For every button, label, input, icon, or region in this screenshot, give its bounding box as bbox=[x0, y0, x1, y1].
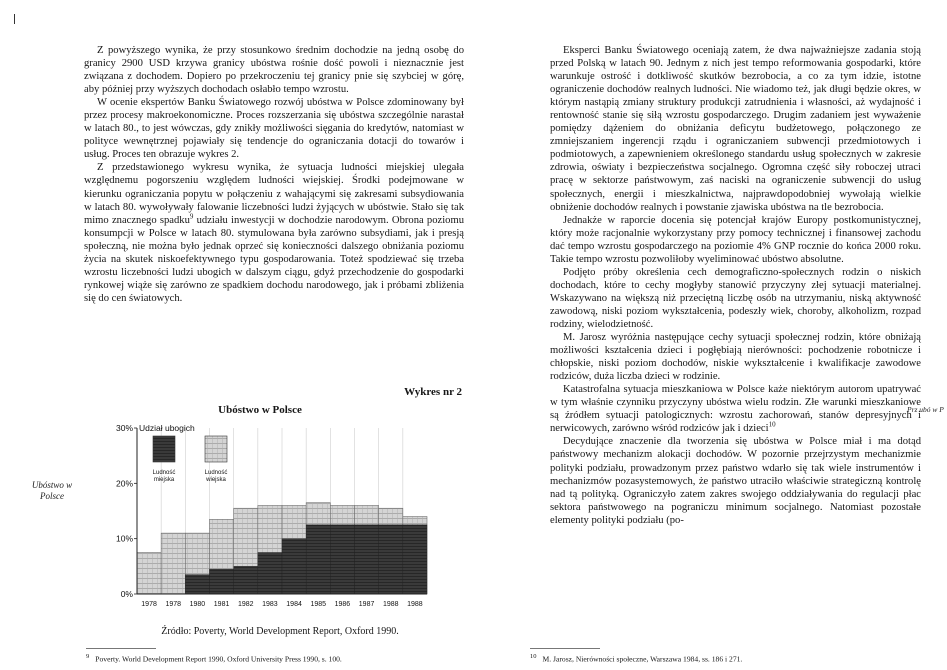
footnote-reference[interactable]: 10 bbox=[768, 420, 776, 429]
paragraph: Jednakże w raporcie docenia się potencjał krajów Europy postkomunistycznej, który może racjonalnie wykorzystany przy pomocy technicznej i finansowej zachodu dać tempo wzrostu gospodarczego na poziomie 4% GNP rocznie do końca 2000 roku. Takie tempo wzrostu pozwoliłoby wyeliminować ubóstwo absolutne. bbox=[550, 214, 921, 265]
bar-rural bbox=[161, 533, 185, 594]
footnote bbox=[530, 653, 930, 664]
y-axis-label: Udział ubogich bbox=[139, 423, 195, 433]
margin-note: Prz ubó w P bbox=[907, 405, 944, 414]
bar-urban bbox=[185, 575, 209, 594]
x-tick-label: 1982 bbox=[237, 601, 254, 608]
bar-urban bbox=[210, 569, 234, 594]
bar-urban bbox=[258, 553, 282, 595]
x-tick-labels bbox=[141, 601, 423, 608]
legend-swatch bbox=[153, 436, 175, 462]
right-text-column bbox=[550, 44, 921, 527]
footnote-divider bbox=[530, 648, 600, 649]
footnote-number: 9 bbox=[86, 653, 90, 660]
bar-urban bbox=[403, 525, 427, 594]
paragraph-text: Z przedstawionego wykresu wynika, że sytuacja ludności miejskiej ulegała względnemu pogorszeniu względem ludności wiejskiej. Środki podejmowane w kierunku ograniczania popytu w połączeniu z wahającymi się zakresami subsydiowania w latach 80. wywoływały falowanie liczebności ludzi żyjących w ubóstwie. Stało się tak mimo znacznego spadku bbox=[84, 162, 464, 226]
paragraph bbox=[84, 161, 464, 305]
page-edge-mark bbox=[14, 14, 15, 24]
footnote-divider bbox=[86, 648, 156, 649]
y-tick-label: 20% bbox=[115, 478, 133, 489]
bar-urban bbox=[355, 525, 379, 594]
y-tick-label: 30% bbox=[115, 423, 133, 433]
legend-label: Ludność miejska bbox=[152, 470, 176, 483]
x-tick-label: 1988 bbox=[382, 601, 399, 608]
paragraph: M. Jarosz wyróżnia następujące cechy sytuacji społecznej rodzin, które obniżają możliwości kształcenia dzieci i pogłębiają nierówności: pochodzenie robotnicze i chłopskie, niski poziom dochodów, niskie wykształcenie i kwalifikacje zawodowe rodziców, duża liczba dzieci w rodzinie. bbox=[550, 332, 921, 383]
legend-swatch bbox=[205, 436, 227, 462]
footnote-text: M. Jarosz, Nierówności społeczne, Warszawa 1984, ss. 186 i 271. bbox=[542, 654, 743, 664]
left-page bbox=[0, 0, 473, 670]
bar-urban bbox=[379, 525, 403, 594]
paragraph: Podjęto próby określenia cech demograficzno-społecznych rodzin o niskich dochodach, które to cechy mogłyby stanowić przyczyny złej sytuacji materialnej. Wskazywano na większą niż przeciętną liczbę osób na utrzymaniu, niską aktywność zawodową, niski poziom wykształcenia, podeszły wiek, choroby, alkoholizm, rozpad rodziny, wielodzietność. bbox=[550, 266, 921, 330]
paragraph: Decydujące znaczenie dla tworzenia się ubóstwa w Polsce miał i ma dotąd państwowy mechanizm alokacji dochodów. W pozornie przejrzystym mechanizmie polityki podziału, prowadzonym przez państwo wdarło się tak wiele instrumentów i mechanizmów pozasystemowych, że państwo utraciło właściwie strategiczną kontrolę nad tą polityką. Ograniczyło zatem zakres swojego oddziaływania do regulacji płac sektora państwowego na pograniczu minimum socjalnego. Natomiast pozostałe elementy polityki podziału (po- bbox=[550, 436, 921, 526]
footnote-reference[interactable]: 9 bbox=[189, 212, 194, 221]
paragraph-text: Katastrofalna sytuacja mieszkaniowa w Polsce każe niektórym autorom upatrywać w tym właśnie czynniku przyczyny ubóstwa wielu rodzin. Złe warunki mieszkaniowe są źródłem sytuacji patologicznych: wzrostu zachorowań, stanów depresyjnych i nerwicowych, zarówno wśród rodziców jak i dzieci bbox=[550, 384, 921, 435]
x-tick-label: 1978 bbox=[165, 601, 182, 608]
x-tick-label: 1985 bbox=[310, 601, 327, 608]
bar-urban bbox=[234, 566, 258, 594]
y-tick-label: 0% bbox=[120, 589, 133, 599]
footnote-text: Poverty. World Development Report 1990, Oxford University Press 1990, s. 100. bbox=[95, 654, 342, 664]
x-tick-label: 1981 bbox=[213, 601, 230, 608]
paragraph: Z powyższego wynika, że przy stosunkowo średnim dochodzie na jedną osobę do granicy 2900 USD krzywa granicy ubóstwa rośnie dość powoli i nieznacznie jest związana z dochodem. Dopiero po przekroczeniu tej granicy pnie się szybciej w górę, aby później przy wyższych dochodach osłabło tempo wzrostu. bbox=[84, 45, 464, 96]
legend-label: Ludność wiejska bbox=[204, 470, 228, 483]
bar-rural bbox=[137, 553, 161, 595]
footnote-number: 10 bbox=[530, 653, 537, 660]
chart-title: Ubóstwo w Polsce bbox=[218, 404, 302, 416]
y-tick-label: 10% bbox=[115, 533, 133, 544]
paragraph-text: udziału inwestycji w dochodzie narodowym. Obrona poziomu konsumpcji w Polsce w latach 80. stymulowana była zarówno subsydiami, jak i presją społeczną, nie można było jednak oprzeć się konieczności dalszego obniżania poziomu życia na skutek niskoefektywnego typu gospodarowania. Toteż spodziewać się trzeba wzrostu liczebności ludzi ubogich w dalszym ciągu, gdyż przechodzenie do gospodarki rynkowej wiąże się zarówno ze spadkiem dochodu narodowego, jak i próbami zbliżenia się do cen światowych. bbox=[84, 214, 464, 304]
margin-note: Ubóstwo w Polsce bbox=[31, 480, 73, 501]
figure-source: Źródło: Poverty, World Development Report, Oxford 1990. bbox=[161, 626, 399, 637]
x-tick-label: 1988 bbox=[407, 601, 423, 608]
x-tick-label: 1983 bbox=[262, 601, 278, 608]
paragraph: W ocenie ekspertów Banku Światowego rozwój ubóstwa w Polsce zdominowany był przez procesy makroekonomiczne. Proces rozszerzania się ubóstwa szczególnie narastał w latach 80., to jest wówczas, gdy znikły możliwości sięgania do kredytów, natomiast w polityce wewnętrznej pojawiały się tendencje do ograniczania dotacji do towarów i usług. Proces ten obrazuje wykres 2. bbox=[84, 97, 464, 161]
right-page bbox=[473, 0, 947, 670]
figure-label: Wykres nr 2 bbox=[404, 386, 462, 398]
paragraph bbox=[550, 383, 921, 435]
x-tick-label: 1978 bbox=[141, 601, 157, 608]
poverty-chart bbox=[105, 416, 445, 626]
left-text-column bbox=[84, 44, 464, 305]
bar-urban bbox=[330, 525, 354, 594]
bar-urban bbox=[282, 539, 306, 594]
x-tick-label: 1984 bbox=[286, 601, 302, 608]
x-tick-label: 1986 bbox=[334, 601, 351, 608]
x-tick-label: 1987 bbox=[358, 601, 375, 608]
x-tick-label: 1980 bbox=[189, 601, 206, 608]
bar-urban bbox=[306, 525, 330, 594]
paragraph: Eksperci Banku Światowego oceniają zatem, że dwa najważniejsze zadania stoją przed Polską w latach 90. Jednym z nich jest tempo reformowania gospodarki, które warunkuje ostrość i dotkliwość skutków bezrobocia, a co za tym idzie, istotne ograniczenie dochodów realnych ludności. Nie wiadomo też, jak długi będzie okres, w którym nastąpią zmiany struktury produkcji zatrudnienia i własności, aż wydajność i rentowność stanie się siłą wzrostu gospodarczego. Drugim zadaniem jest wyważenie pomiędzy dążeniem do obniżania deficytu budżetowego, połączonego ze zmniejszaniem ingerencji rządu i ograniczaniem subwencji przedmiotowych i podmiotowych, a zapewnieniem określonego standardu usług społecznych w zakresie zdrowia, oświaty i bezpieczeństwa socjalnego. Ogromna część siły roboczej utraci pracę w sektorze państwowym, zaś naciski na ograniczenie subwencji do usług społecznych, energii i mieszkalnictwa, najprawdopodobniej wywołają wielkie obniżenie dochodów realnych i powstanie zjawiska ubóstwa na tle bezrobocia. bbox=[550, 45, 921, 213]
footnote bbox=[86, 653, 466, 664]
chart-legend bbox=[153, 436, 228, 483]
